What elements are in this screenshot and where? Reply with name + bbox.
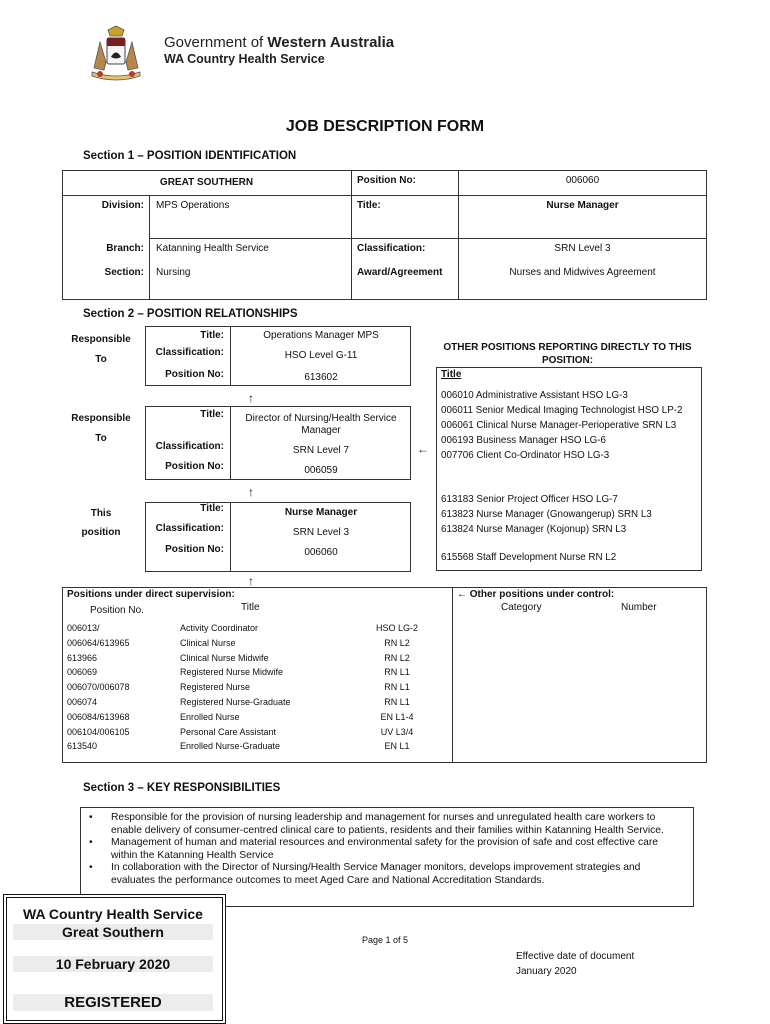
arrow-up-icon: ↑	[248, 485, 254, 499]
list-item: 006061 Clinical Nurse Manager-Perioperative SRN L3	[441, 420, 677, 431]
classification-label: Classification:	[357, 243, 426, 254]
state-label: Western Australia	[267, 34, 395, 51]
row-title: Registered Nurse	[180, 682, 251, 693]
list-item: • Management of human and material resources and environmental safety for the provision of safe and cost effective care within the Katanning Health Service	[81, 837, 686, 862]
other-title-label: Title	[441, 369, 462, 380]
box3-title-label: Title:	[200, 503, 224, 514]
table-row	[67, 621, 447, 636]
list-item: 615568 Staff Development Nurse RN L2	[441, 552, 617, 563]
row-position-no: 006070/006078	[67, 682, 130, 693]
row-level: RN L2	[384, 637, 410, 648]
wa-coat-of-arms-icon	[86, 24, 146, 84]
row-position-no: 006064/613965	[67, 637, 130, 648]
row-title: Enrolled Nurse	[180, 711, 240, 722]
position-no-value: 006060	[565, 175, 600, 186]
row-level: RN L2	[384, 652, 410, 663]
other-control-heading	[457, 589, 614, 600]
row-title: Activity Coordinator	[180, 623, 259, 633]
box2-title-label: Title:	[200, 409, 224, 420]
row-level: EN L1-4	[380, 711, 414, 722]
box1-title-label: Title:	[200, 330, 224, 341]
section1-heading: Section 1 – POSITION IDENTIFICATION	[83, 150, 297, 162]
table-row	[67, 636, 447, 651]
box3-classification-label: Classification:	[155, 523, 224, 534]
division-label: Division:	[101, 200, 144, 211]
section-label: Section:	[104, 267, 144, 278]
box3-position-no-value: 006060	[304, 547, 338, 558]
category-column: Category	[501, 602, 542, 613]
title-column: Title	[241, 602, 260, 613]
row-position-no: 006104/006105	[67, 726, 130, 737]
list-item: 613183 Senior Project Officer HSO LG-7	[441, 494, 618, 505]
stamp-region: Great Southern	[13, 924, 213, 940]
arrow-left-icon: ←	[457, 589, 467, 600]
list-item: 006193 Business Manager HSO LG-6	[441, 435, 607, 446]
row-position-no: 613966	[67, 652, 98, 663]
responsible-label-2: Responsible	[71, 413, 131, 424]
row-title: Registered Nurse Midwife	[180, 667, 284, 678]
to-label-2: To	[95, 433, 107, 444]
row-position-no: 006069	[67, 667, 98, 678]
position-label: position	[81, 527, 121, 538]
classification-value: SRN Level 3	[554, 243, 611, 254]
list-item: • Responsible for the provision of nursing leadership and management for nurses and unregulated health care workers to enable delivery of consumer-centred clinical care to patients, residents and their families within Katanning Health Service.	[81, 812, 686, 837]
table-row	[67, 680, 447, 695]
supervision-rows	[67, 621, 447, 754]
position-identification-table	[62, 170, 707, 300]
arrow-up-icon: ↑	[248, 391, 254, 405]
box3-title-value: Nurse Manager	[284, 507, 358, 518]
list-item: • In collaboration with the Director of Nursing/Health Service Manager monitors, develops improvement strategies and evaluates the performance outcomes to meet Aged Care and National Accreditation Standards.	[81, 862, 686, 887]
row-title: Clinical Nurse	[180, 637, 236, 648]
row-level: RN L1	[384, 682, 410, 693]
responsibilities-list	[81, 812, 686, 887]
row-title: Enrolled Nurse-Graduate	[180, 741, 281, 752]
effective-date-label: Effective date of document	[516, 951, 635, 962]
position-no-label: Position No:	[357, 175, 416, 186]
branch-value: Katanning Health Service	[156, 243, 269, 254]
award-value: Nurses and Midwives Agreement	[509, 267, 656, 278]
row-position-no: 006084/613968	[67, 711, 130, 722]
table-row	[67, 695, 447, 710]
list-item: 006011 Senior Medical Imaging Technologist HSO LP-2	[441, 405, 683, 416]
box2-position-no-label: Position No:	[165, 461, 224, 472]
stamp-service: WA Country Health Service	[23, 906, 203, 922]
list-item: 613823 Nurse Manager (Gnowangerup) SRN L3	[441, 509, 652, 520]
section3-heading: Section 3 – KEY RESPONSIBILITIES	[83, 782, 281, 794]
other-control-label: Other positions under control:	[469, 589, 615, 600]
branch-label: Branch:	[106, 243, 144, 254]
table-row	[67, 710, 447, 725]
box3-classification-value: SRN Level 3	[292, 527, 350, 538]
title-value: Nurse Manager	[546, 200, 619, 211]
box1-position-no-value: 613602	[304, 372, 338, 383]
box1-position-no-label: Position No:	[165, 369, 224, 380]
other-positions-list-1	[441, 388, 682, 463]
number-column: Number	[621, 602, 657, 613]
box2-classification-value: SRN Level 7	[292, 445, 350, 456]
table-row	[67, 739, 447, 754]
other-positions-heading: OTHER POSITIONS REPORTING DIRECTLY TO THIS POSITION:	[443, 342, 692, 366]
list-item: 613824 Nurse Manager (Kojonup) SRN L3	[441, 524, 627, 535]
header	[86, 24, 406, 88]
box1-classification-value: HSO Level G-11	[284, 350, 358, 361]
arrow-left-icon: ←	[417, 442, 429, 456]
region-label: GREAT SOUTHERN	[159, 177, 254, 188]
box3-position-no-label: Position No:	[165, 544, 224, 555]
registration-stamp	[3, 894, 226, 1024]
row-level: UV L3/4	[380, 726, 414, 737]
list-item: 007706 Client Co-Ordinator HSO LG-3	[441, 450, 610, 461]
table-row	[67, 651, 447, 666]
position-no-column: Position No.	[90, 605, 144, 616]
supervision-heading: Positions under direct supervision:	[67, 589, 235, 600]
stamp-status: REGISTERED	[13, 994, 213, 1011]
row-level: RN L1	[384, 696, 410, 707]
service-label: WA Country Health Service	[164, 52, 325, 66]
to-label-1: To	[95, 354, 107, 365]
row-level: HSO LG-2	[375, 623, 418, 633]
list-item: 006010 Administrative Assistant HSO LG-3	[441, 390, 628, 401]
row-title: Clinical Nurse Midwife	[180, 652, 269, 663]
government-label: Government of	[164, 34, 268, 51]
effective-date-value: January 2020	[516, 966, 577, 977]
box1-classification-label: Classification:	[155, 347, 224, 358]
division-value: MPS Operations	[156, 200, 230, 211]
box2-position-no-value: 006059	[304, 465, 338, 476]
award-label: Award/Agreement	[357, 267, 443, 278]
title-label: Title:	[357, 200, 381, 211]
section-value: Nursing	[156, 267, 191, 278]
this-label: This	[90, 508, 112, 519]
page-number: Page 1 of 5	[361, 935, 409, 945]
row-level: RN L1	[384, 667, 410, 678]
box1-title-value: Operations Manager MPS	[263, 330, 379, 341]
stamp-date: 10 February 2020	[13, 956, 213, 972]
box2-classification-label: Classification:	[155, 441, 224, 452]
table-row	[67, 725, 447, 740]
row-level: EN L1	[384, 741, 410, 752]
row-title: Registered Nurse-Graduate	[180, 696, 291, 707]
row-position-no: 006013/	[67, 623, 100, 633]
other-positions-list-2	[441, 492, 652, 537]
table-row	[67, 665, 447, 680]
arrow-up-icon: ↑	[248, 574, 254, 588]
row-position-no: 613540	[67, 741, 98, 752]
section2-heading: Section 2 – POSITION RELATIONSHIPS	[83, 308, 298, 320]
row-title: Personal Care Assistant	[180, 726, 277, 737]
form-title: JOB DESCRIPTION FORM	[285, 118, 485, 135]
row-position-no: 006074	[67, 696, 98, 707]
responsible-label-1: Responsible	[71, 334, 131, 345]
box2-title-value: Director of Nursing/Health Service Manager	[245, 413, 397, 436]
